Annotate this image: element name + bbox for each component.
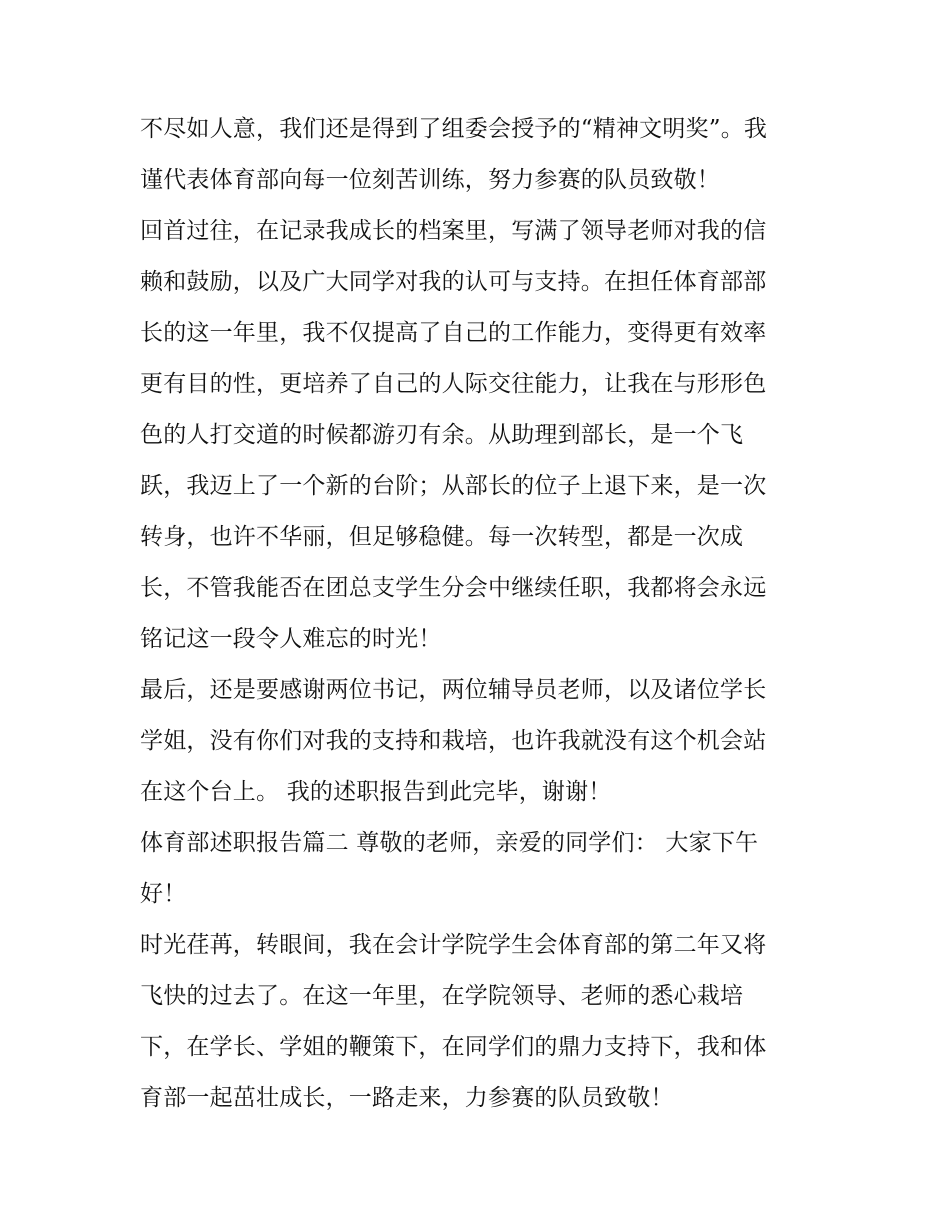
text-line: 更有目的性，更培养了自己的人际交往能力，让我在与形形色 — [140, 371, 767, 397]
text-line: 在这个台上。 我的述职报告到此完毕，谢谢！ — [140, 779, 612, 805]
text-line: 回首过往，在记录我成长的档案里，写满了领导老师对我的信 — [140, 218, 767, 244]
text-line: 长的这一年里，我不仅提高了自己的工作能力，变得更有效率 — [140, 320, 767, 346]
text-line: 学姐，没有你们对我的支持和栽培，也许我就没有这个机会站 — [140, 728, 767, 754]
text-line: 体育部述职报告篇二 尊敬的老师，亲爱的同学们： 大家下午 — [140, 830, 759, 856]
text-line: 铭记这一段令人难忘的时光！ — [140, 626, 442, 652]
text-line: 谨代表体育部向每一位刻苦训练，努力参赛的队员致敬！ — [140, 167, 720, 193]
text-line: 不尽如人意，我们还是得到了组委会授予的“精神文明奖”。我 — [140, 116, 768, 142]
text-line: 时光荏苒，转眼间，我在会计学院学生会体育部的第二年又将 — [140, 932, 767, 958]
text-line: 好！ — [140, 881, 187, 907]
text-line: 下，在学长、学姐的鞭策下，在同学们的鼎力支持下，我和体 — [140, 1034, 767, 1060]
text-line: 色的人打交道的时候都游刃有余。从助理到部长，是一个飞 — [140, 422, 744, 448]
text-line: 转身，也许不华丽，但足够稳健。每一次转型，都是一次成 — [140, 524, 744, 550]
text-line: 飞快的过去了。在这一年里，在学院领导、老师的悉心栽培 — [140, 983, 744, 1009]
text-line: 赖和鼓励，以及广大同学对我的认可与支持。在担任体育部部 — [140, 269, 767, 295]
text-line: 最后，还是要感谢两位书记，两位辅导员老师，以及诸位学长 — [140, 677, 767, 703]
text-line: 跃，我迈上了一个新的台阶；从部长的位子上退下来，是一次 — [140, 473, 767, 499]
text-line: 育部一起茁壮成长，一路走来，力参赛的队员致敬！ — [140, 1085, 674, 1111]
body-text — [140, 104, 820, 1124]
text-line: 长，不管我能否在团总支学生分会中继续任职，我都将会永远 — [140, 575, 767, 601]
